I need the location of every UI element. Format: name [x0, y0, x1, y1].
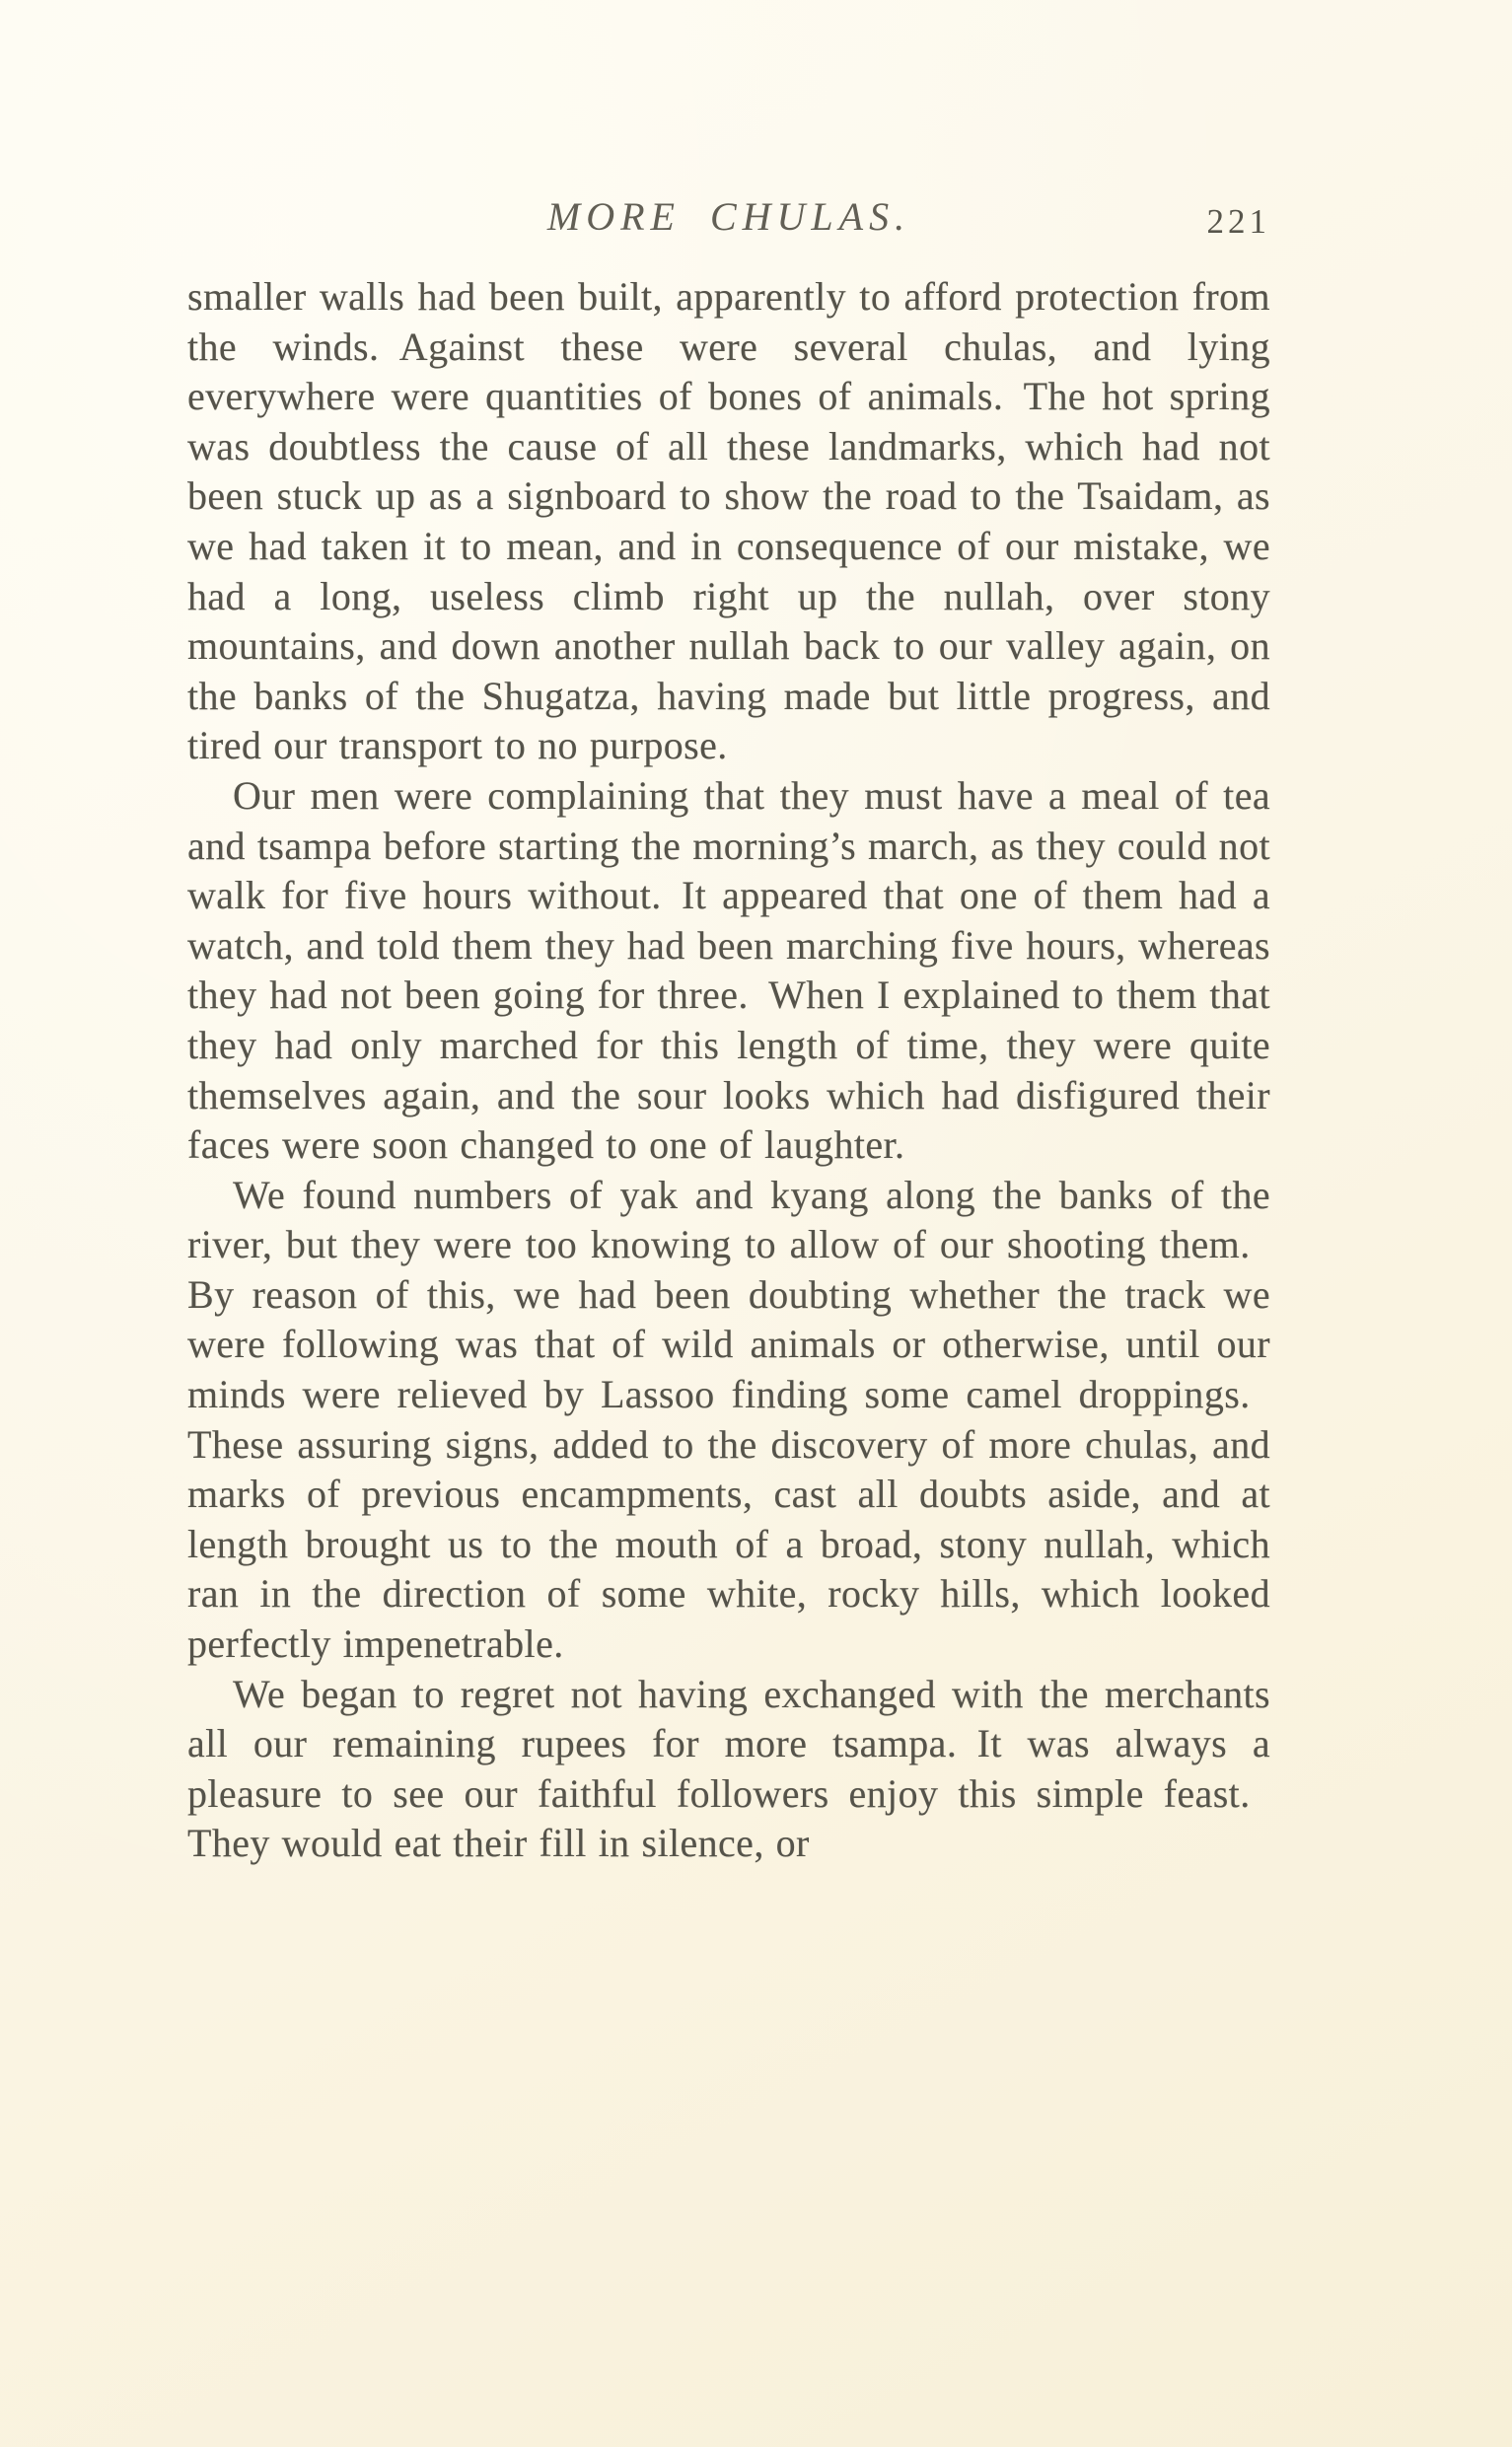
paragraph: We began to regret not having exchanged with the merchants all our remaining rupees for more tsampa. It was always a pleasure to see our faithful followers enjoy this simple feast. They would eat their fill in silence, or [187, 1671, 1270, 1866]
paragraph: We found numbers of yak and kyang along the banks of the river, but they were too knowing to allow of our shooting them. By reason of this, we had been doubting whether the track we were following was that of wild animals or otherwise, until our minds were relieved by Lassoo finding some camel droppings. These assuring signs, added to the discovery of more chulas, and marks of previous encampments, cast all doubts aside, and at length brought us to the mouth of a broad, stony nullah, which ran in the direction of some white, rocky hills, which looked perfectly impenetrable. [187, 1172, 1270, 1667]
page-number: 221 [1206, 202, 1270, 241]
paragraph: Our men were complaining that they must have a meal of tea and tsampa before starting the morning’s march, as they could not walk for five hours without. It appeared that one of them had a watch, and told them they had been marching five hours, whereas they had not been going for three. When I explained to them that they had only marched for this length of time, they were quite themselves again, and the sour looks which had disfigured their faces were soon changed to one of laughter. [187, 772, 1270, 1168]
paragraph-continuation: smaller walls had been built, apparently to afford protection from the winds. Against these were several chulas, and lying everywhere were quantities of bones of animals. The hot spring was doubtless the cause of all these landmarks, which had not been stuck up as a signboard to show the road to the Tsaidam, as we had taken it to mean, and in consequence of our mistake, we had a long, useless climb right up the nullah, over stony mountains, and down another nullah back to our valley again, on the banks of the Shugatza, having made but little progress, and tired our transport to no purpose. [187, 274, 1270, 768]
page-header [187, 195, 1270, 243]
page-body [187, 272, 1270, 1869]
running-title: MORE CHULAS. [546, 194, 911, 239]
